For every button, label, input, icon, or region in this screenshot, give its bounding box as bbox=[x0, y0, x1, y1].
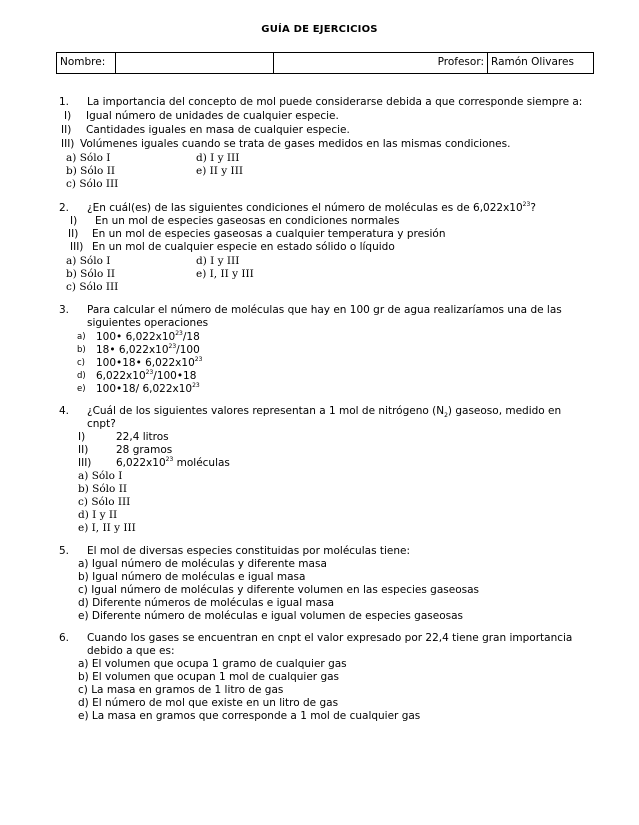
question-number: 6. bbox=[59, 632, 70, 644]
option-letter: b) bbox=[77, 345, 86, 355]
statement-text: Igual número de unidades de cualquier especie. bbox=[86, 110, 339, 122]
statement-text: En un mol de cualquier especie en estado sólido o líquido bbox=[92, 241, 395, 253]
question-text-cont: cnpt? bbox=[87, 418, 116, 430]
statement-number: III) bbox=[70, 241, 84, 253]
statement-text: $6,022x10^{23}$ moléculas bbox=[116, 456, 230, 469]
option-e: e) La masa en gramos que corresponde a 1 mol de cualquier gas bbox=[78, 710, 421, 722]
option-e: e) II y III bbox=[196, 165, 243, 177]
question-text: ¿En cuál(es) de las siguientes condiciones el número de moléculas es de $6,022x10^{23}$? bbox=[87, 201, 536, 214]
name-label: Nombre: bbox=[57, 53, 116, 73]
option-e: e) Diferente número de moléculas e igual volumen de especies gaseosas bbox=[78, 610, 464, 622]
statement-number: II) bbox=[78, 444, 89, 456]
option-c: c) Igual número de moléculas y diferente volumen en las especies gaseosas bbox=[78, 584, 479, 596]
option-formula: $6,022x10^{23}/100•18$ bbox=[96, 369, 197, 382]
statement-number: III) bbox=[78, 457, 92, 469]
option-d: d) I y III bbox=[196, 152, 240, 164]
question-text: Cuando los gases se encuentran en cnpt el valor expresado por 22,4 tiene gran importancia bbox=[87, 632, 573, 644]
statement-number: II) bbox=[61, 124, 72, 136]
question-text-cont: siguientes operaciones bbox=[87, 317, 209, 329]
statement-text: Volúmenes iguales cuando se trata de gases medidos en las mismas condiciones. bbox=[80, 138, 511, 150]
option-a: a) Sólo I bbox=[66, 152, 111, 164]
option-b: b) Igual número de moléculas e igual masa bbox=[78, 571, 306, 583]
question-text: Para calcular el número de moléculas que hay en 100 gr de agua realizaríamos una de las bbox=[87, 304, 562, 316]
option-a: a) Sólo I bbox=[66, 255, 111, 267]
statement-number: II) bbox=[68, 228, 79, 240]
question-number: 4. bbox=[59, 405, 70, 417]
option-formula: 100• $6,022x10^{23}/18$ bbox=[96, 330, 200, 343]
option-formula: 100•18• $6,022x10^{23}$ bbox=[96, 356, 203, 369]
option-d: d) I y III bbox=[196, 255, 240, 267]
question-number: 3. bbox=[59, 304, 70, 316]
teacher-name: Ramón Olivares bbox=[491, 56, 574, 68]
question-number: 5. bbox=[59, 545, 70, 557]
option-e: e) I, II y III bbox=[196, 268, 254, 280]
option-d: d) Diferente números de moléculas e igual masa bbox=[78, 597, 335, 609]
statement-number: I) bbox=[78, 431, 86, 443]
question-number: 2. bbox=[59, 202, 70, 214]
statement-text: En un mol de especies gaseosas en condiciones normales bbox=[95, 215, 400, 227]
question-text: El mol de diversas especies constituidas por moléculas tiene: bbox=[87, 545, 411, 557]
option-b: b) Sólo II bbox=[78, 483, 127, 495]
question-text-cont: debido a que es: bbox=[87, 645, 175, 657]
teacher-label: Profesor: bbox=[274, 53, 488, 73]
question-text: ¿Cuál de los siguientes valores representan a 1 mol de nitrógeno $(N_2)$ gaseoso, medido en bbox=[87, 405, 562, 420]
statement-number: I) bbox=[70, 215, 78, 227]
option-a: a) Igual número de moléculas y diferente masa bbox=[78, 558, 327, 570]
option-c: c) Sólo III bbox=[66, 178, 119, 190]
statement-number: I) bbox=[64, 110, 72, 122]
option-d: d) El número de mol que existe en un litro de gas bbox=[78, 697, 339, 709]
option-c: c) La masa en gramos de 1 litro de gas bbox=[78, 684, 284, 696]
statement-number: III) bbox=[61, 138, 75, 150]
option-letter: e) bbox=[77, 384, 86, 394]
statement-text: Cantidades iguales en masa de cualquier especie. bbox=[86, 124, 350, 136]
option-a: a) El volumen que ocupa 1 gramo de cualquier gas bbox=[78, 658, 347, 670]
option-letter: c) bbox=[77, 358, 85, 368]
option-formula: 100•18/ $6,022x10^{23}$ bbox=[96, 382, 200, 395]
statement-text: 22,4 litros bbox=[116, 431, 169, 443]
option-b: b) Sólo II bbox=[66, 268, 115, 280]
option-d: d) I y II bbox=[78, 509, 118, 521]
name-field[interactable] bbox=[116, 53, 274, 73]
header-table bbox=[56, 52, 594, 74]
option-letter: a) bbox=[77, 332, 86, 342]
question-text: La importancia del concepto de mol puede considerarse debida a que corresponde siempre a: bbox=[87, 96, 583, 108]
option-b: b) Sólo II bbox=[66, 165, 115, 177]
option-b: b) El volumen que ocupan 1 mol de cualquier gas bbox=[78, 671, 340, 683]
option-a: a) Sólo I bbox=[78, 470, 123, 482]
option-e: e) I, II y III bbox=[78, 522, 136, 534]
option-c: c) Sólo III bbox=[78, 496, 131, 508]
statement-text: 28 gramos bbox=[116, 444, 173, 456]
page-title: GUÍA DE EJERCICIOS bbox=[261, 24, 378, 35]
option-c: c) Sólo III bbox=[66, 281, 119, 293]
option-formula: 18• $6,022x10^{23}/100$ bbox=[96, 343, 200, 356]
option-letter: d) bbox=[77, 371, 86, 381]
question-number: 1. bbox=[59, 96, 70, 108]
statement-text: En un mol de especies gaseosas a cualquier temperatura y presión bbox=[92, 228, 446, 240]
